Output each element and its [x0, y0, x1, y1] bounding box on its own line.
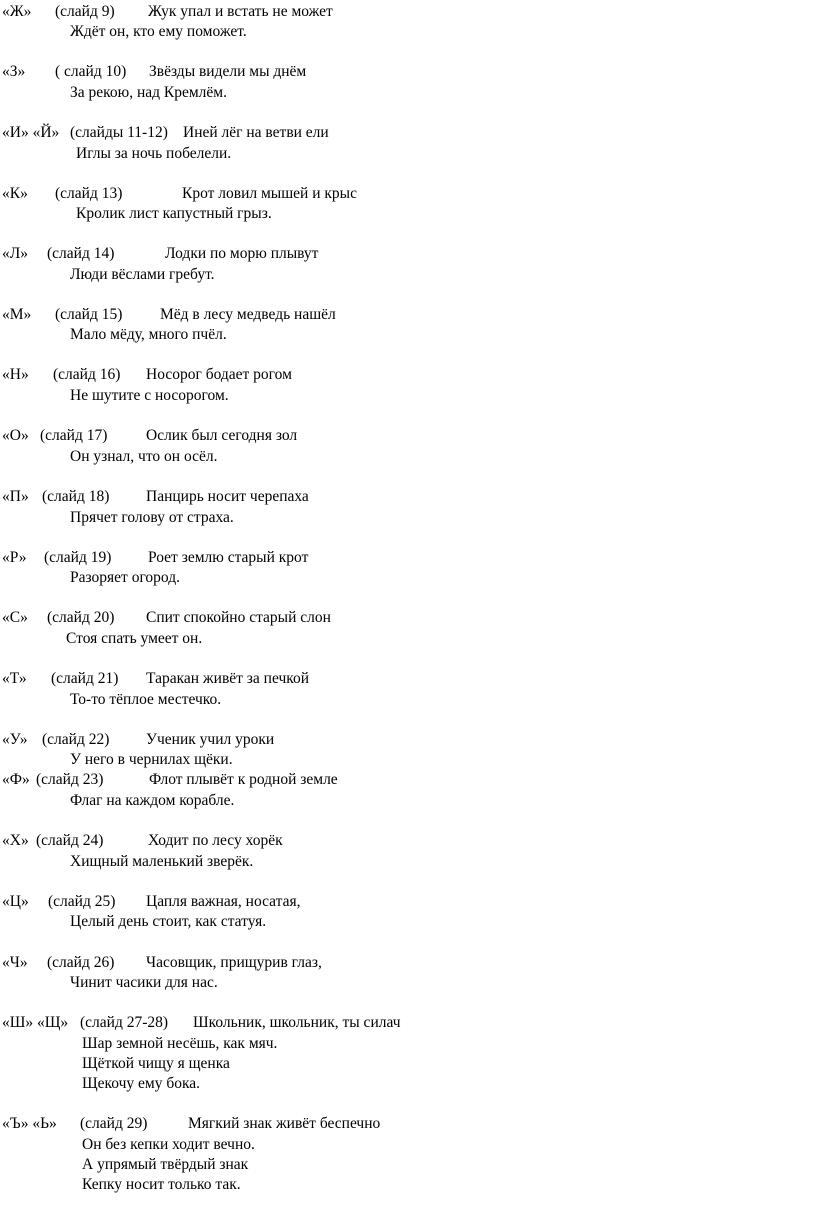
- verse-line: Флот плывёт к родной земле: [149, 771, 338, 788]
- slide-ref: (слайд 13): [55, 185, 123, 202]
- slide-ref: (слайд 16): [53, 366, 121, 383]
- verse-line: За рекою, над Кремлём.: [70, 84, 227, 101]
- letter-label: «Ъ» «Ь»: [2, 1115, 57, 1132]
- verse-line: Иней лёг на ветви ели: [183, 124, 329, 141]
- verse-line: Таракан живёт за печкой: [146, 670, 310, 687]
- slide-ref: (слайд 20): [47, 609, 115, 626]
- verse-heading: [0, 2, 333, 22]
- verse-line: То-то тёплое местечко.: [70, 691, 222, 708]
- slide-ref: ( слайд 10): [55, 63, 127, 80]
- verse-heading: [0, 62, 307, 82]
- verse-line: Щекочу ему бока.: [82, 1075, 201, 1092]
- verse-heading: [0, 487, 309, 507]
- letter-label: «Ц»: [2, 893, 29, 910]
- slide-ref: (слайд 21): [51, 670, 119, 687]
- verse-heading: [0, 730, 275, 750]
- slide-ref: (слайды 11-12): [70, 124, 168, 141]
- letter-label: «Ф»: [2, 771, 30, 788]
- slide-ref: (слайд 17): [40, 427, 108, 444]
- slide-ref: (слайд 19): [44, 549, 112, 566]
- slide-ref: (слайд 25): [48, 893, 116, 910]
- letter-label: «П»: [2, 488, 29, 505]
- slide-ref: (слайд 15): [55, 306, 123, 323]
- verse-heading: [0, 426, 298, 446]
- slide-ref: (слайд 18): [42, 488, 110, 505]
- verse-line: Мёд в лесу медведь нашёл: [160, 306, 336, 323]
- verse-line: Ученик учил уроки: [146, 731, 275, 748]
- slide-ref: (слайд 14): [47, 245, 115, 262]
- verse-line: Мягкий знак живёт беспечно: [188, 1115, 381, 1132]
- letter-label: «Х»: [2, 832, 29, 849]
- verse-line: Стоя спать умеет он.: [66, 630, 203, 647]
- letter-label: «И» «Й»: [2, 124, 60, 141]
- verse-line: Он узнал, что он осёл.: [70, 448, 218, 465]
- verse-line: Чинит часики для нас.: [70, 974, 218, 991]
- letter-label: «Ч»: [2, 954, 28, 971]
- verse-line: Не шутите с носорогом.: [70, 387, 229, 404]
- verse-line: Крот ловил мышей и крыс: [182, 185, 357, 202]
- verse-heading: [0, 953, 322, 973]
- verse-line: Разоряет огород.: [70, 569, 180, 586]
- verse-line: Прячет голову от страха.: [70, 509, 234, 526]
- verse-heading: [0, 184, 357, 204]
- verse-line: Щёткой чищу я щенка: [82, 1055, 230, 1072]
- verse-line: Ослик был сегодня зол: [146, 427, 298, 444]
- slide-ref: (слайд 29): [80, 1115, 148, 1132]
- verse-heading: [0, 123, 329, 143]
- verse-heading: [0, 305, 336, 325]
- letter-label: «Ж»: [2, 3, 32, 20]
- letter-label: «К»: [2, 185, 28, 202]
- verse-line: У него в чернилах щёки.: [70, 751, 233, 768]
- letter-label: «Н»: [2, 366, 29, 383]
- verse-heading: [0, 669, 310, 689]
- verse-line: Роет землю старый крот: [148, 549, 309, 566]
- verse-line: Кепку носит только так.: [82, 1176, 241, 1193]
- verse-line: А упрямый твёрдый знак: [82, 1156, 249, 1173]
- verse-heading: [0, 892, 301, 912]
- slide-ref: (слайд 22): [42, 731, 110, 748]
- slide-ref: (слайд 26): [47, 954, 115, 971]
- verse-line: Жук упал и встать не может: [148, 3, 333, 20]
- verse-line: Цапля важная, носатая,: [146, 893, 301, 910]
- verse-line: Флаг на каждом корабле.: [70, 792, 235, 809]
- letter-label: «Л»: [2, 245, 29, 262]
- slide-ref: (слайд 24): [36, 832, 104, 849]
- verse-heading: [0, 548, 309, 568]
- verse-line: Ходит по лесу хорёк: [148, 832, 283, 849]
- verse-heading: [0, 1013, 401, 1033]
- verse-line: Школьник, школьник, ты силач: [193, 1014, 401, 1031]
- verse-line: Кролик лист капустный грыз.: [76, 205, 272, 222]
- verse-line: Лодки по морю плывут: [165, 245, 319, 262]
- verse-line: Панцирь носит черепаха: [146, 488, 309, 505]
- verse-line: Хищный маленький зверёк.: [70, 853, 254, 870]
- verse-line: Звёзды видели мы днём: [149, 63, 307, 80]
- slide-ref: (слайд 9): [55, 3, 115, 20]
- verse-line: Люди вёслами гребут.: [70, 266, 215, 283]
- letter-label: «Т»: [2, 670, 27, 687]
- slide-ref: (слайд 23): [36, 771, 104, 788]
- letter-label: «Ш» «Щ»: [2, 1014, 69, 1031]
- verse-line: Ждёт он, кто ему поможет.: [70, 23, 247, 40]
- verse-line: Целый день стоит, как статуя.: [70, 913, 267, 930]
- verse-heading: [0, 770, 338, 790]
- letter-label: «З»: [2, 63, 26, 80]
- letter-label: «С»: [2, 609, 28, 626]
- verse-line: Часовщик, прищурив глаз,: [146, 954, 322, 971]
- verse-heading: [0, 365, 292, 385]
- verse-heading: [0, 831, 283, 851]
- verse-line: Он без кепки ходит вечно.: [82, 1136, 255, 1153]
- verse-line: Мало мёду, много пчёл.: [70, 326, 227, 343]
- slide-ref: (слайд 27-28): [80, 1014, 169, 1031]
- letter-label: «О»: [2, 427, 29, 444]
- verse-line: Шар земной несёшь, как мяч.: [82, 1035, 278, 1052]
- verse-heading: [0, 608, 331, 628]
- verse-heading: [0, 1114, 381, 1134]
- letter-label: «У»: [2, 731, 28, 748]
- verse-line: Спит спокойно старый слон: [146, 609, 331, 626]
- letter-label: «М»: [2, 306, 32, 323]
- letter-label: «Р»: [2, 549, 27, 566]
- verse-heading: [0, 244, 319, 264]
- verse-line: Носорог бодает рогом: [146, 366, 292, 383]
- verse-line: Иглы за ночь побелели.: [76, 145, 232, 162]
